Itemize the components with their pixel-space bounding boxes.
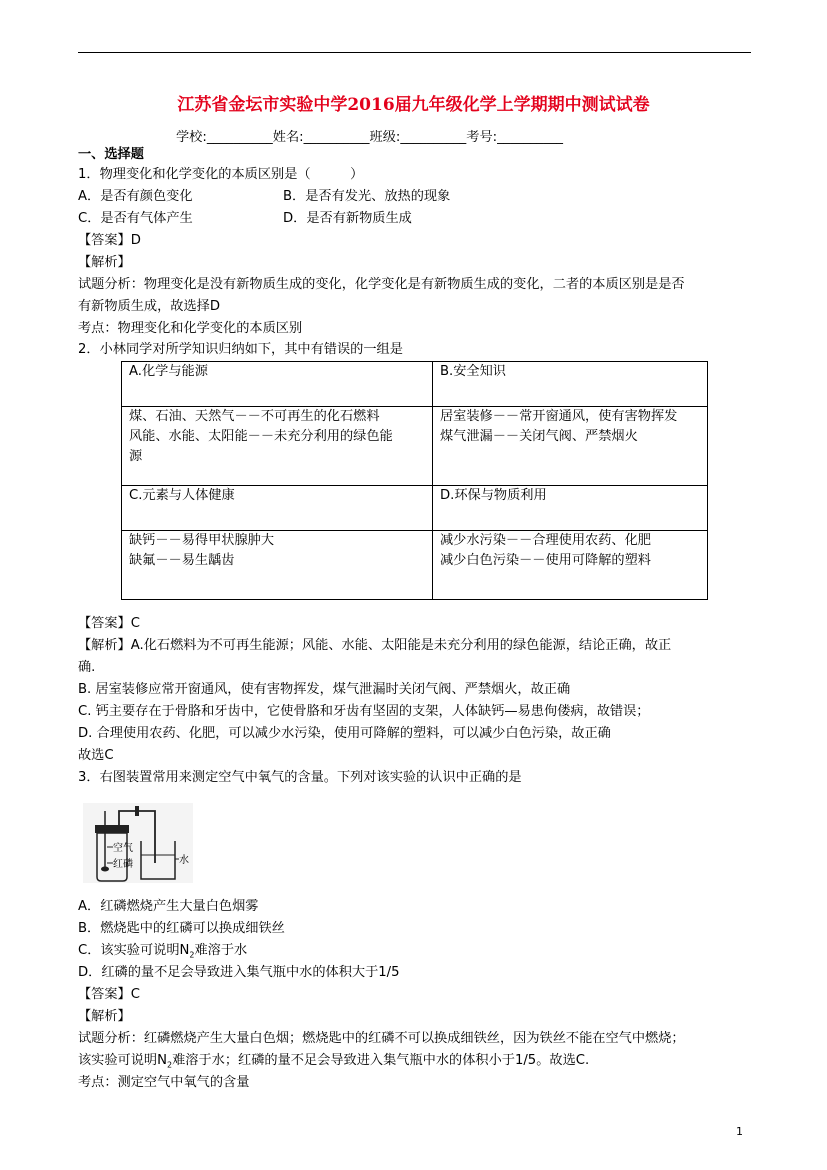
q3-stem: 3．右图装置常用来测定空气中氧气的含量。下列对该实验的认识中正确的是 — [78, 770, 522, 785]
table-text: 居室装修－－常开窗通风，使有害物挥发 — [440, 409, 678, 424]
q3-option-d: D．红磷的量不足会导致进入集气瓶中水的体积大于1/5 — [78, 965, 400, 980]
q3-analysis-text-end: 难溶于水；红磷的量不足会导致进入集气瓶中水的体积小于1/5。故选C. — [172, 1053, 590, 1068]
page-number: 1 — [736, 1125, 743, 1138]
table-text: 风能、水能、太阳能－－未充分利用的绿色能 — [129, 429, 393, 444]
q2-analysis-line-1: 【解析】A.化石燃料为不可再生能源；风能、水能、太阳能是未充分利用的绿色能源，结论正确，故正 — [78, 638, 672, 653]
q3-option-c — [78, 941, 247, 966]
knowledge-table — [121, 361, 708, 600]
figure-label-phosphorus: 红磷 — [113, 859, 133, 870]
q2-analysis-line-2: 确. — [78, 660, 96, 675]
table-cell-a-content — [122, 407, 433, 486]
q1-stem: 1．物理变化和化学变化的本质区别是（ ） — [78, 167, 364, 182]
q1-option-a: A．是否有颜色变化 — [78, 189, 193, 204]
q3-answer: 【答案】C — [78, 987, 140, 1002]
student-info-line: 学校:__________姓名:__________班级:__________考号:__________ — [176, 130, 564, 145]
subscript: 2 — [189, 950, 195, 960]
table-cell-c-content — [122, 531, 433, 600]
q3-option-c-text: C．该实验可说明N — [78, 943, 190, 958]
table-text: 源 — [129, 449, 143, 464]
q2-answer: 【答案】C — [78, 616, 140, 631]
figure-label-water: 水 — [179, 855, 189, 866]
table-cell-d-content — [433, 531, 708, 600]
subscript: 2 — [167, 1060, 173, 1070]
q2-analysis-line-3: B. 居室装修应常开窗通风，使有害物挥发，煤气泄漏时关闭气阀、严禁烟火，故正确 — [78, 682, 571, 697]
table-text: 煤、石油、天然气－－不可再生的化石燃料 — [129, 409, 380, 424]
q3-analysis-line-1: 试题分析：红磷燃烧产生大量白色烟；燃烧匙中的红磷不可以换成细铁丝，因为铁丝不能在空气中燃烧； — [78, 1031, 685, 1046]
q3-option-c-text-end: 难溶于水 — [194, 943, 248, 958]
q3-analysis-label: 【解析】 — [78, 1009, 131, 1024]
q2-analysis-line-4: C. 钙主要存在于骨胳和牙齿中，它使骨胳和牙齿有坚固的支架，人体缺钙—易患佝偻病，故错误； — [78, 704, 650, 719]
table-cell-b-content — [433, 407, 708, 486]
table-text: 缺钙－－易得甲状腺肿大 — [129, 533, 275, 548]
header-rule — [78, 52, 751, 53]
table-cell-a-heading: A.化学与能源 — [122, 362, 433, 407]
section-heading: 一、选择题 — [78, 147, 144, 162]
table-text: 减少水污染－－合理使用农药、化肥 — [440, 533, 651, 548]
q2-conclusion: 故选C — [78, 748, 114, 763]
q1-analysis-line-2: 有新物质生成，故选择D — [78, 299, 221, 314]
q3-option-b: B．燃烧匙中的红磷可以换成细铁丝 — [78, 921, 285, 936]
table-text: 缺氟－－易生龋齿 — [129, 553, 235, 568]
q1-option-c: C．是否有气体产生 — [78, 211, 193, 226]
q3-option-a: A．红磷燃烧产生大量白色烟雾 — [78, 899, 259, 914]
table-text: 减少白色污染－－使用可降解的塑料 — [440, 553, 651, 568]
table-cell-c-heading: C.元素与人体健康 — [122, 486, 433, 531]
q2-analysis-line-5: D. 合理使用农药、化肥，可以减少水污染，使用可降解的塑料，可以减少白色污染，故正确 — [78, 726, 611, 741]
q3-analysis-line-2 — [78, 1051, 589, 1076]
q2-stem: 2．小林同学对所学知识归纳如下，其中有错误的一组是 — [78, 342, 403, 357]
apparatus-diagram — [83, 803, 193, 883]
q1-option-b: B．是否有发光、放热的现象 — [283, 189, 451, 204]
q1-answer: 【答案】D — [78, 233, 141, 248]
q1-analysis-label: 【解析】 — [78, 255, 131, 270]
figure-label-air: 空气 — [113, 843, 133, 854]
q3-analysis-text: 该实验可说明N — [78, 1053, 167, 1068]
q1-kaodian: 考点：物理变化和化学变化的本质区别 — [78, 321, 303, 336]
page-title: 江苏省金坛市实验中学2016届九年级化学上学期期中测试试卷 — [177, 95, 650, 115]
q1-option-d: D．是否有新物质生成 — [283, 211, 412, 226]
table-cell-d-heading: D.环保与物质利用 — [433, 486, 708, 531]
q3-kaodian: 考点：测定空气中氧气的含量 — [78, 1075, 250, 1090]
apparatus-figure — [83, 803, 193, 883]
table-cell-b-heading: B.安全知识 — [433, 362, 708, 407]
q1-analysis-line-1: 试题分析：物理变化是没有新物质生成的变化，化学变化是有新物质生成的变化，二者的本质区别是是否 — [78, 277, 685, 292]
table-text: 煤气泄漏－－关闭气阀、严禁烟火 — [440, 429, 638, 444]
